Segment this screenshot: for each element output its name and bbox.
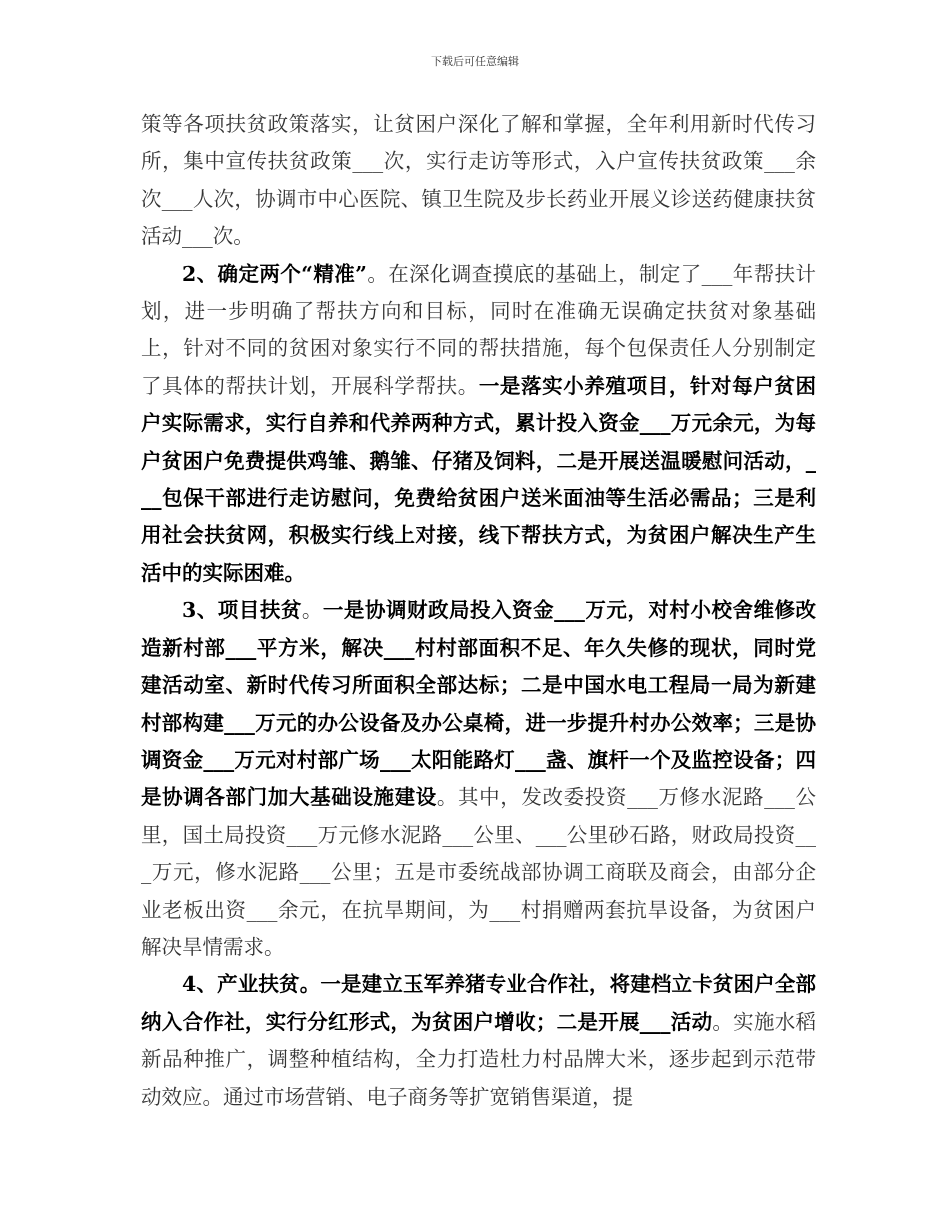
paragraph-4-text: 。实施水稻新品种推广，调整种植结构，全力打造杜力村品牌大米，逐步起到示范带动效应。通过市场营销、电子商务等扩宽销售渠道，提 (141, 1009, 817, 1109)
paragraph-4 (141, 966, 816, 1116)
section-heading-3: 3、项目扶贫 (182, 598, 302, 623)
paragraph-1 (141, 106, 816, 256)
paragraph-2-text: 。在深化调查摸底的基础上，制定了___年帮扶计划，进一步明确了帮扶方向和目标，同时在准确无误确定扶贫对象基础上，针对不同的贫困对象实行不同的帮扶措施，每个包保责任人分别制定了具体的帮扶计划，开展科学帮扶。 (141, 261, 816, 398)
paragraph-2 (141, 256, 816, 593)
paragraph-3 (141, 592, 816, 966)
paragraph-3-text: 。其中，发改委投资___万修水泥路___公里，国土局投资___万元修水泥路___公里、___公里砂石路，财政局投资___万元，修水泥路___公里；五是市委统战部协调工商联及商会，由部分企业老板出资___余元，在抗旱期间，为___村捐赠两套抗旱设备，为贫困户解决旱情需求。 (141, 785, 817, 959)
paragraph-3-bold-text: 一是协调财政局投入资金___万元，对村小校舍维修改造新村部___平方米，解决___村村部面积不足、年久失修的现状，同时党建活动室、新时代传习所面积全部达标；二是中国水电工程局一局为新建村部构建___万元的办公设备及办公桌椅，进一步提升村办公效率；三是协调资金___万元对村部广场___太阳能路灯___盏、旗杆一个及监控设备；四是协调各部门加大基础设施建设 (141, 598, 817, 810)
paragraph-2-bold-text: 一是落实小养殖项目，针对每户贫困户实际需求，实行自养和代养两种方式，累计投入资金___万元余元，为每户贫困户免费提供鸡雏、鹅雏、仔猪及饲料，二是开展送温暖慰问活动，___包保干部进行走访慰问，免费给贫困户送米面油等生活必需品；三是利用社会扶贫网，积极实行线上对接，线下帮扶方式，为贫困户解决生产生活中的实际困难。 (141, 373, 817, 585)
paragraph-1-text: 策等各项扶贫政策落实，让贫困户深化了解和掌握，全年利用新时代传习所，集中宣传扶贫政策___次，实行走访等形式，入户宣传扶贫政策___余次___人次，协调市中心医院、镇卫生院及步长药业开展义诊送药健康扶贫活动___次。 (141, 112, 816, 249)
paragraph-3-punct: 。 (301, 598, 323, 623)
page-header: 下载后可任意编辑 (431, 55, 519, 68)
document-body (141, 106, 816, 1116)
section-heading-4: 4、产业扶贫。一是建立玉军养猪专业合作社，将建档立卡贫困户全部纳入合作社，实行分红形式，为贫困户增收；二是开展___活动 (141, 972, 816, 1034)
section-heading-2: 2、确定两个“精准” (182, 261, 367, 286)
